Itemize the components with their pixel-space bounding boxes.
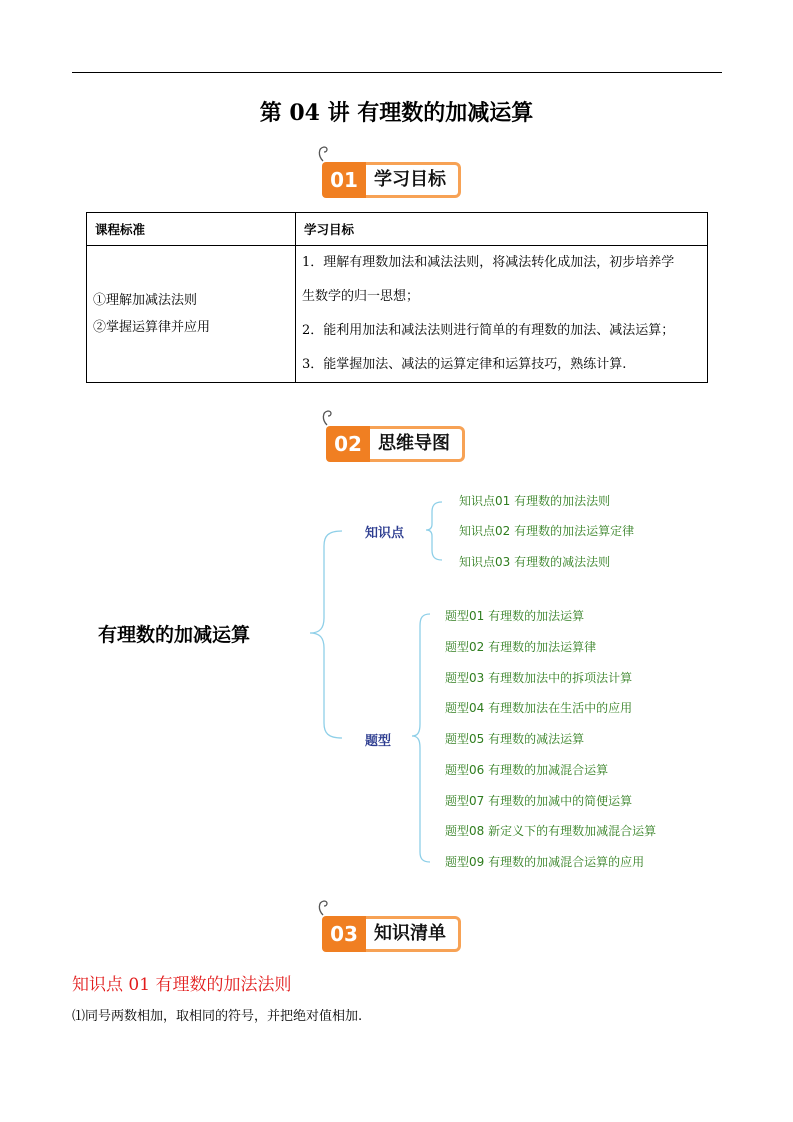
section-label: 思维导图 bbox=[370, 426, 465, 462]
section-number: 03 bbox=[322, 916, 366, 952]
goal-line: 3．能掌握加法、减法的运算定律和运算技巧，熟练计算. bbox=[302, 357, 627, 372]
curl-icon bbox=[316, 144, 330, 162]
mindmap-leaf: 题型04 有理数加法在生活中的应用 bbox=[445, 701, 633, 715]
knowledge-point-title: 知识点 01 有理数的加法法则 bbox=[72, 975, 292, 995]
goals-cell bbox=[296, 246, 708, 383]
section-label: 学习目标 bbox=[366, 162, 461, 198]
mindmap-leaf: 题型01 有理数的加法运算 bbox=[445, 609, 585, 623]
standard-item: ②掌握运算律并应用 bbox=[93, 320, 211, 335]
table-header-standard: 课程标准 bbox=[87, 213, 296, 246]
section-number: 01 bbox=[322, 162, 366, 198]
header-rule bbox=[72, 72, 722, 73]
mindmap-leaf: 知识点02 有理数的加法运算定律 bbox=[459, 524, 635, 538]
mindmap-leaf: 题型08 新定义下的有理数加减混合运算 bbox=[445, 824, 657, 838]
standards-table bbox=[86, 212, 708, 383]
goal-line: 2．能利用加法和减法法则进行简单的有理数的加法、减法运算； bbox=[302, 323, 675, 338]
mindmap-leaf: 题型03 有理数加法中的拆项法计算 bbox=[445, 671, 633, 685]
goal-line: 1．理解有理数加法和减法法则，将减法转化成加法，初步培养学 bbox=[302, 255, 675, 270]
standards-cell bbox=[87, 246, 296, 383]
mindmap-leaf: 题型06 有理数的加减混合运算 bbox=[445, 763, 609, 777]
mindmap-leaf: 题型05 有理数的减法运算 bbox=[445, 732, 585, 746]
mindmap-leaf: 题型09 有理数的加减混合运算的应用 bbox=[445, 855, 645, 869]
table-header-goal: 学习目标 bbox=[296, 213, 708, 246]
mindmap-leaf: 知识点01 有理数的加法法则 bbox=[459, 494, 611, 508]
section-number: 02 bbox=[326, 426, 370, 462]
mindmap-branch-knowledge: 知识点 bbox=[365, 526, 405, 541]
section-label: 知识清单 bbox=[366, 916, 461, 952]
mindmap-leaf: 题型02 有理数的加法运算律 bbox=[445, 640, 597, 654]
page-title: 第 04 讲 有理数的加减运算 bbox=[259, 100, 534, 126]
knowledge-point-text: ⑴同号两数相加，取相同的符号，并把绝对值相加. bbox=[72, 1009, 363, 1024]
mindmap-leaf: 知识点03 有理数的减法法则 bbox=[459, 555, 611, 569]
mindmap-leaf: 题型07 有理数的加减中的简便运算 bbox=[445, 794, 633, 808]
standard-item: ①理解加减法法则 bbox=[93, 293, 198, 308]
curl-icon bbox=[316, 898, 330, 916]
curl-icon bbox=[320, 408, 334, 426]
mindmap-root: 有理数的加减运算 bbox=[98, 624, 251, 646]
mindmap-branch-types: 题型 bbox=[365, 734, 392, 749]
goal-line: 生数学的归一思想； bbox=[302, 289, 420, 304]
